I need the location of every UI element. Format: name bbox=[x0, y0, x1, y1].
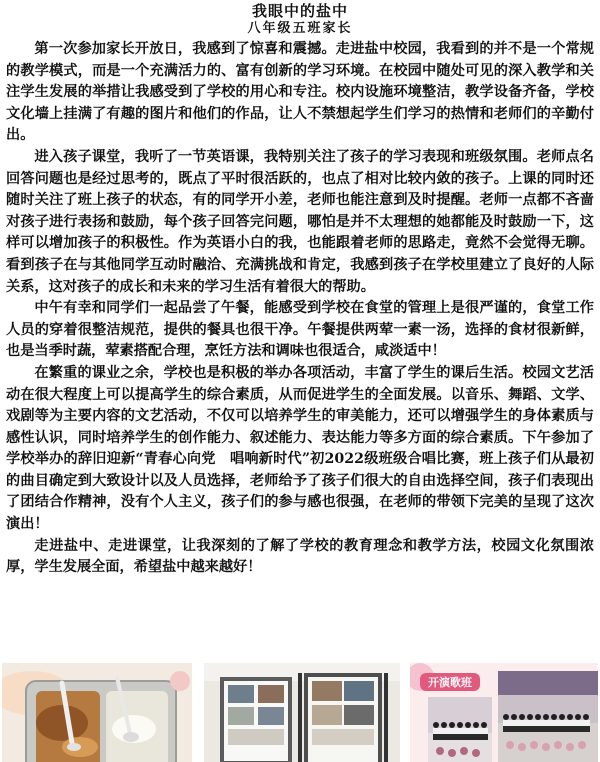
paragraph: 第一次参加家长开放日，我感到了惊喜和震撼。走进盐中校园，我看到的并不是一个常规的教学模式，而是一个充满活力的、富有创新的学习环境。在校园中随处可见的深入教学和关注学生发展的举措让我感受到了学校的用心和专注。校内设施环境整洁，教学设备齐备，学校文化墙上挂满了有趣的图片和他们的作品，让人不禁想起学生们学习的热情和老师们的辛勤付出。 bbox=[6, 41, 594, 144]
paragraph: 中午有幸和同学们一起品尝了午餐，能感受到学校在食堂的管理上是很严谨的，食堂工作人员的穿着很整洁规范，提供的餐具也很干净。午餐提供两荤一素一汤，选择的食材很新鲜，也是当季时蔬，荤素搭配合理，烹饪方法和调味也很适合，咸淡适中！ bbox=[6, 300, 594, 360]
photo-banner-text: 开演歌班 bbox=[428, 676, 472, 689]
exhibition-boards-photo bbox=[204, 663, 400, 762]
article-title: 我眼中的盐中 bbox=[251, 2, 348, 20]
paragraph: 走进盐中、走进课堂，让我深刻的了解了学校的教育理念和教学方法，校园文化氛围浓厚，学生发展全面，希望盐中越来越好！ bbox=[6, 537, 594, 576]
photo-strip bbox=[0, 663, 600, 762]
article bbox=[6, 2, 594, 579]
paragraph: 进入孩子课堂，我听了一节英语课，我特别关注了孩子的学习表现和班级氛围。老师点名回答问题也是经过思考的，既点了平时很活跃的，也点了相对比较内敛的孩子。上课的同时还随时关注了班上孩子的状态，有的同学开小差，老师也能注意到及时提醒。老师一点都不吝啬对孩子进行表扬和鼓励，每个孩子回答完问题，哪怕是并不太理想的她都能及时鼓励一下，这样可以增加孩子的积极性。作为英语小白的我，也能跟着老师的思路走，竟然不会觉得无聊。看到孩子在与其他同学互动时融洽、充满挑战和肯定，我感到孩子在学校里建立了良好的人际关系，这对孩子的成长和未来的学习生活有着很大的帮助。 bbox=[6, 148, 594, 295]
paragraph: 在繁重的课业之余，学校也是积极的举办各项活动，丰富了学生的课后生活。校园文艺活动在很大程度上可以提高学生的综合素质，从而促进学生的全面发展。以音乐、舞蹈、文学、戏剧等为主要内容的文艺活动，不仅可以培养学生的审美能力，还可以增强学生的身体素质与感性认识，同时培养学生的创作能力、叙述能力、表达能力等多方面的综合素质。下午参加了学校举办的辞旧迎新“青春心向党 唱响新时代”初2022级班级合唱比赛，班上孩子们从最初的曲目确定到大致设计以及人员选择，老师给予了孩子们很大的自由选择空间，孩子们表现出了团结合作精神，没有个人主义，孩子们的参与感也很强，在老师的带领下完美的呈现了这次演出！ bbox=[6, 364, 594, 533]
article-author: 八年级五班家长 bbox=[247, 21, 353, 36]
lunch-tray-photo bbox=[2, 663, 192, 762]
choir-performance-photo bbox=[410, 663, 598, 762]
